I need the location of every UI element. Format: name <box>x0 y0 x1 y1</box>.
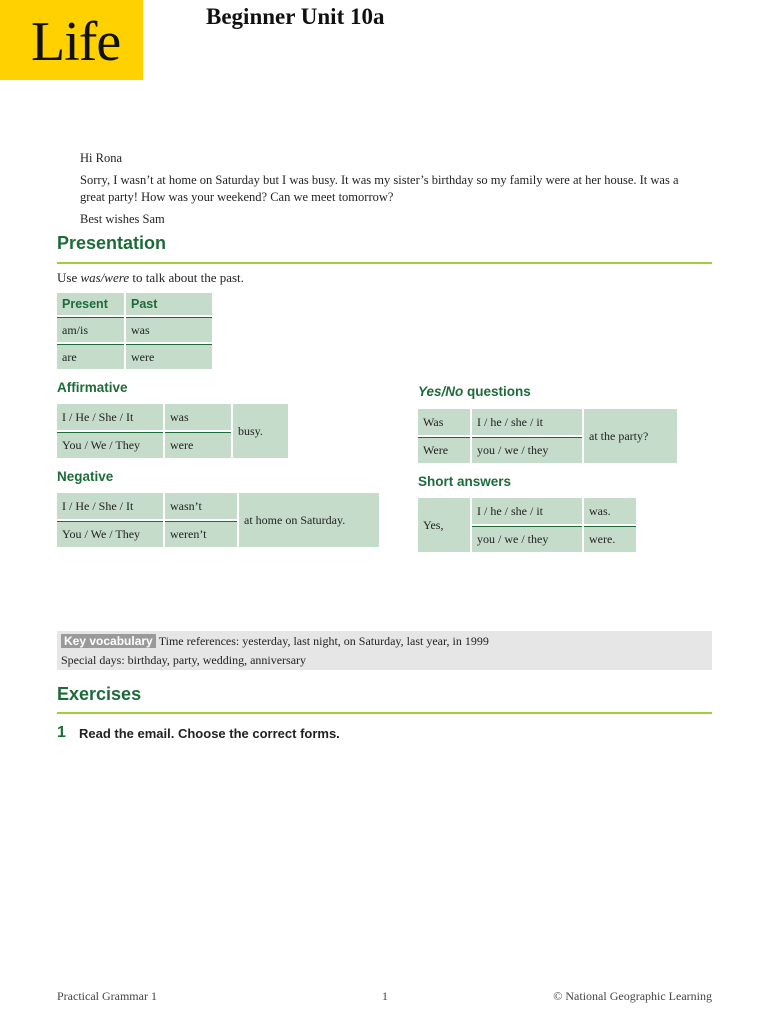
questions-table <box>416 407 679 465</box>
short-answers-heading: Short answers <box>418 474 512 489</box>
presentation-rule <box>57 262 712 264</box>
footer-page-number: 1 <box>382 989 388 1003</box>
table-cell: busy. <box>233 404 288 458</box>
table-cell: You / We / They <box>57 432 163 458</box>
email-greeting: Hi Rona <box>80 151 123 165</box>
negative-heading: Negative <box>57 469 114 484</box>
exercises-rule <box>57 712 712 714</box>
present-past-table <box>55 291 214 371</box>
short-answers-table <box>416 496 638 554</box>
email-closing: Best wishes Sam <box>80 212 165 226</box>
vocabulary-special-days: Special days: birthday, party, wedding, anniversary <box>61 653 307 667</box>
footer-copyright: © National Geographic Learning <box>553 989 712 1003</box>
table-cell: were <box>165 432 231 458</box>
life-logo <box>0 0 143 80</box>
presentation-intro <box>57 270 244 286</box>
table-cell: Were <box>418 437 470 463</box>
header-past: Past <box>126 293 212 315</box>
exercise-number: 1 <box>57 724 66 741</box>
presentation-heading: Presentation <box>57 233 167 253</box>
page-title: Beginner Unit 10a <box>206 4 385 29</box>
table-cell: you / we / they <box>472 437 582 463</box>
key-vocabulary-tag: Key vocabulary <box>61 634 156 648</box>
table-cell: weren’t <box>165 521 237 547</box>
table-cell: Yes, <box>418 498 470 552</box>
table-cell: was <box>165 404 231 430</box>
table-cell: am/is <box>57 317 124 342</box>
table-cell: I / he / she / it <box>472 498 582 524</box>
yes-no-emphasis: Yes/No <box>418 384 464 399</box>
table-cell: were <box>126 344 212 369</box>
email-text <box>80 150 690 233</box>
table-cell: You / We / They <box>57 521 163 547</box>
table-cell: Was <box>418 409 470 435</box>
footer-book-title: Practical Grammar 1 <box>57 989 157 1003</box>
table-cell: at the party? <box>584 409 677 463</box>
vocabulary-time-references: Time references: yesterday, last night, on Saturday, last year, in 1999 <box>158 634 489 648</box>
intro-emphasis: was/were <box>80 270 130 285</box>
negative-table <box>55 491 381 549</box>
questions-heading-rest: questions <box>463 384 531 399</box>
table-cell: at home on Saturday. <box>239 493 379 547</box>
table-cell: I / he / she / it <box>472 409 582 435</box>
exercise-instruction: Read the email. Choose the correct forms. <box>79 726 340 741</box>
table-cell: was <box>126 317 212 342</box>
affirmative-heading: Affirmative <box>57 380 128 395</box>
key-vocabulary-box <box>57 631 712 670</box>
table-cell: were. <box>584 526 636 552</box>
logo-text: Life <box>31 11 121 73</box>
table-cell: you / we / they <box>472 526 582 552</box>
header-present: Present <box>57 293 124 315</box>
table-cell: I / He / She / It <box>57 493 163 519</box>
exercises-heading: Exercises <box>57 684 142 704</box>
affirmative-table <box>55 402 290 460</box>
table-cell: are <box>57 344 124 369</box>
table-cell: wasn’t <box>165 493 237 519</box>
table-cell: I / He / She / It <box>57 404 163 430</box>
table-cell: was. <box>584 498 636 524</box>
vocabulary-line-1 <box>61 632 489 650</box>
intro-text-start: Use <box>57 270 81 285</box>
intro-text-end: to talk about the past. <box>129 270 244 285</box>
yes-no-questions-heading <box>418 384 531 399</box>
email-body: Sorry, I wasn’t at home on Saturday but I was busy. It was my sister’s birthday so my family were at her house. It was a great party! How was your weekend? Can we meet tomorrow? <box>80 173 679 204</box>
